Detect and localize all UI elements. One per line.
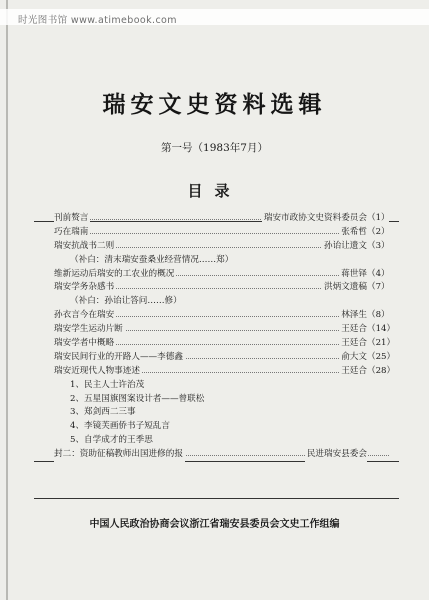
toc-entry	[54, 420, 389, 434]
toc-entry-title: 3、郑剑西二三事	[70, 406, 138, 420]
toc-entry	[54, 434, 389, 448]
toc-entry-author: 王廷合	[339, 323, 367, 337]
toc-entry-page: （4）	[367, 268, 389, 282]
toc-entry	[54, 254, 389, 268]
toc-entry	[54, 212, 389, 226]
toc-entry-author: 民进瑞安县委会	[305, 448, 367, 462]
toc-entry-title: 2、五星国旗图案设计者——曾联松	[70, 393, 206, 407]
table-of-contents	[54, 212, 396, 462]
toc-entry-page: （1）	[367, 212, 389, 226]
toc-entry-page: （3）	[367, 240, 389, 254]
watermark-text: 时光图书馆 www.atimebook.com	[18, 15, 177, 26]
toc-entry-author: 孙诒让遗文	[322, 240, 367, 254]
toc-entry	[54, 281, 389, 295]
toc-entry-title: 4、李镜芙画侨书子短乱言	[70, 420, 172, 434]
toc-entry-title: 5、自学成才的王季思	[70, 434, 155, 448]
toc-entry-title: 瑞安学者中概略	[54, 337, 116, 351]
toc-entry	[54, 226, 389, 240]
toc-entry-title: 瑞安近现代人物事迹述	[54, 365, 142, 379]
toc-entry	[54, 365, 396, 379]
toc-entry-author: 俞大文	[339, 351, 367, 365]
toc-entry-author: 瑞安市政协文史资料委员会	[262, 212, 367, 226]
toc-entry-page: （8）	[367, 309, 389, 323]
toc-entry-title: 瑞安学生运动片断	[54, 323, 125, 337]
toc-entry	[54, 295, 389, 309]
toc-entry-page: （28）	[367, 365, 389, 379]
toc-entry-title: 瑞安学务杂感书	[54, 281, 116, 295]
toc-entry-page: （25）	[367, 351, 389, 365]
toc-entry-author: 蒋世铎	[339, 268, 367, 282]
toc-entry-author: 洪炳文遗稿	[322, 281, 367, 295]
toc-heading: 目录	[187, 182, 242, 200]
toc-entry	[54, 406, 389, 420]
toc-entry-title: 封二：资助征稿教师出国进修的报	[54, 448, 185, 462]
toc-entry-title: （补白：孙诒让答问……修）	[70, 295, 184, 309]
toc-entry-author: 王廷合	[339, 337, 367, 351]
toc-entry-page: （14）	[367, 323, 389, 337]
publisher-footer: 中国人民政治协商会议浙江省瑞安县委员会文史工作组编	[89, 519, 340, 530]
toc-entry-title: 刊前赘言	[54, 212, 90, 226]
toc-entry-page: （2）	[367, 226, 389, 240]
series-title: 瑞安文史资料选辑	[102, 91, 327, 118]
toc-entry	[54, 240, 389, 254]
toc-entry-title: 孙衣言今在瑞安	[54, 309, 116, 323]
toc-entry-title: 巧在瑞南	[54, 226, 90, 240]
toc-entry	[54, 379, 389, 393]
toc-entry	[54, 268, 389, 282]
toc-entry	[54, 448, 389, 462]
toc-entry-title: （补白：清末瑞安蚕桑业经营情况……郑）	[70, 254, 235, 268]
issue-number: 第一号（1983年7月）	[161, 142, 268, 154]
toc-entry-title: 维新运动后瑞安的工农业的概况	[54, 268, 176, 282]
toc-entry-author: 王廷合	[339, 365, 367, 379]
footer-rule	[34, 498, 399, 499]
toc-entry-page: （7）	[367, 281, 389, 295]
toc-entry	[54, 393, 389, 407]
toc-entry-title: 瑞安民间行业的开路人——李德鑫	[54, 351, 185, 365]
toc-entry-title: 1、民主人士许治茂	[70, 379, 146, 393]
toc-entry	[54, 323, 396, 337]
toc-entry-author: 张希哲	[339, 226, 367, 240]
toc-entry-author: 林泽生	[339, 309, 367, 323]
toc-entry	[54, 309, 389, 323]
toc-entry-page: （21）	[367, 337, 389, 351]
toc-entry-title: 瑞安抗战书二则	[54, 240, 116, 254]
toc-entry	[54, 337, 396, 351]
toc-entry	[54, 351, 396, 365]
